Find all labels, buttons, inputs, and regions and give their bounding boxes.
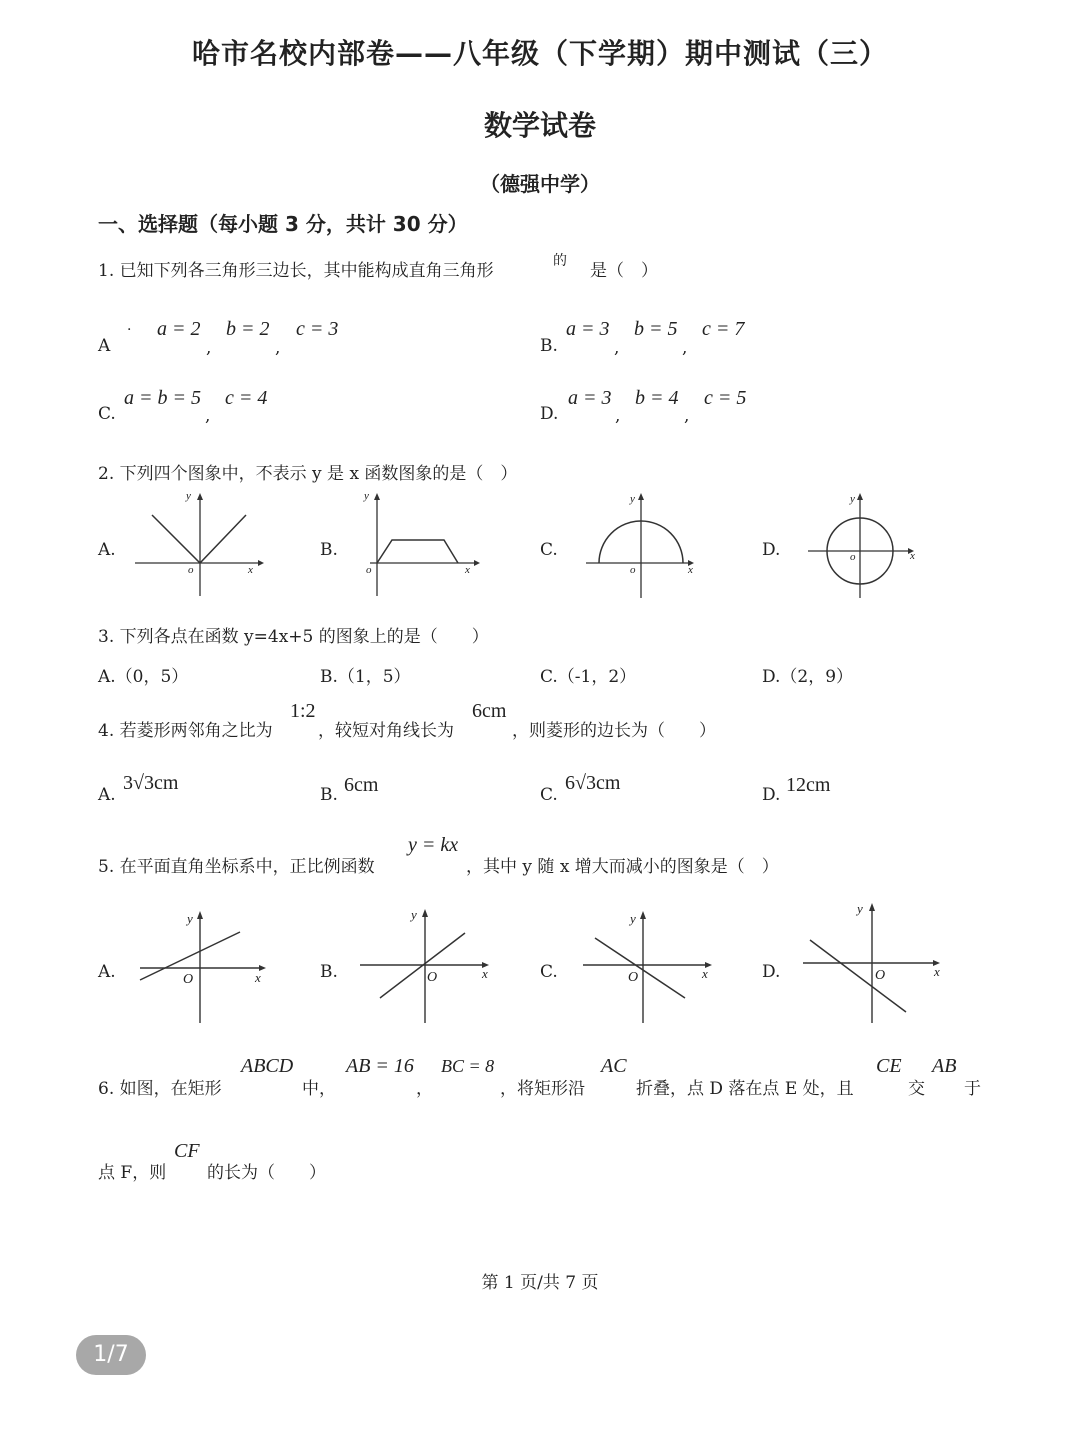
q2-stem: 2. 下列四个图象中，不表示 y 是 x 函数图象的是（ ）: [98, 464, 518, 484]
q5-graph-d: [800, 895, 950, 1030]
school-name: （德强中学）: [480, 172, 600, 196]
q5-option-d-label: D.: [762, 962, 781, 982]
y-axis-arrow-icon: [197, 493, 203, 500]
y-axis-label: y: [850, 493, 855, 505]
q2-graph-b: [352, 488, 492, 600]
q6-cf: CF: [174, 1140, 200, 1162]
y-axis-label: y: [857, 901, 863, 916]
x-axis-label: x: [910, 550, 915, 562]
q3-option-b: B.（1，5）: [320, 667, 411, 687]
x-axis-label: x: [482, 966, 488, 981]
y-axis-label: y: [630, 493, 635, 505]
y-axis-label: y: [186, 490, 191, 502]
q1-a-comma-1: ,: [206, 338, 212, 358]
q4-option-a-value: 3√3cm: [123, 772, 179, 794]
q5-option-c-label: C.: [540, 962, 558, 982]
q1-stem-de: 的: [553, 253, 567, 269]
q2-option-b-label: B.: [320, 540, 338, 560]
q5-option-b-label: B.: [320, 962, 338, 982]
q6-bc-length: BC = 8: [441, 1056, 495, 1076]
q6-stem-e: 交: [908, 1079, 925, 1099]
x-axis-label: x: [465, 564, 470, 576]
x-axis-label: x: [688, 564, 693, 576]
q4-stem-a: 4. 若菱形两邻角之比为: [98, 721, 273, 741]
q2-graph-c: [574, 488, 714, 600]
q1-b-side-a: a = 3: [566, 318, 610, 340]
q1-b-side-c: c = 7: [702, 318, 745, 340]
q3-option-c: C.（-1，2）: [540, 667, 637, 687]
q4-option-b-label: B.: [320, 785, 338, 805]
page-indicator[interactable]: 1/7: [76, 1335, 146, 1375]
q1-d-comma-2: ,: [684, 406, 690, 426]
origin-label: O: [875, 968, 886, 983]
x-axis-arrow-icon: [258, 560, 264, 566]
q1-c-side-c: c = 4: [225, 387, 268, 409]
q1-a-side-b: b = 2: [226, 318, 270, 340]
y-axis-arrow-icon: [638, 493, 644, 500]
x-axis-label: x: [934, 964, 940, 979]
exam-title: 哈市名校内部卷——八年级（下学期）期中测试（三）: [191, 37, 888, 70]
q2-option-d-label: D.: [762, 540, 781, 560]
q1-d-side-c: c = 5: [704, 387, 747, 409]
q5-stem-a: 5. 在平面直角坐标系中，正比例函数: [98, 857, 375, 877]
q1-d-side-a: a = 3: [568, 387, 612, 409]
q1-b-comma-2: ,: [682, 338, 688, 358]
page-footer: 第 1 页/共 7 页: [481, 1273, 599, 1293]
y-axis-arrow-icon: [374, 493, 380, 500]
q4-option-b-value: 6cm: [344, 774, 379, 796]
q6-ac: AC: [601, 1055, 627, 1077]
q6-stem-d: 折叠，点 D 落在点 E 处，且: [636, 1079, 854, 1099]
q1-a-side-a: a = 2: [157, 318, 201, 340]
origin-label: O: [183, 972, 194, 987]
q4-option-c-label: C.: [540, 785, 558, 805]
q4-option-d-label: D.: [762, 785, 781, 805]
q1-c-side-ab: a = b = 5: [124, 387, 201, 409]
q2-option-a-label: A.: [98, 540, 116, 560]
origin-label: o: [630, 564, 636, 576]
q4-length: 6cm: [472, 700, 507, 722]
q2-option-c-label: C.: [540, 540, 558, 560]
q1-a-comma-2: ,: [275, 338, 281, 358]
q3-option-d: D.（2，9）: [762, 667, 854, 687]
q1-option-a-dot: ·: [127, 322, 132, 338]
y-axis-label: y: [187, 911, 193, 926]
origin-label: O: [628, 970, 639, 985]
q1-c-comma: ,: [205, 406, 211, 426]
q6-rect-name: ABCD: [241, 1055, 294, 1077]
y-axis-arrow-icon: [640, 911, 646, 919]
section-heading: 一、选择题（每小题 3 分，共计 30 分）: [98, 212, 468, 236]
q6-stem-f: 于: [964, 1079, 981, 1099]
q2-graph-d: [800, 488, 940, 600]
q4-stem-b: ，较短对角线长为: [318, 721, 454, 741]
q4-option-a-label: A.: [98, 785, 116, 805]
y-axis-arrow-icon: [422, 909, 428, 917]
origin-label: o: [188, 564, 194, 576]
q1-b-comma-1: ,: [614, 338, 620, 358]
q1-b-side-b: b = 5: [634, 318, 678, 340]
q6-stem-a: 6. 如图，在矩形: [98, 1079, 222, 1099]
q4-option-d-value: 12cm: [786, 774, 831, 796]
q1-option-a-label: A: [98, 336, 111, 356]
x-axis-label: x: [248, 564, 253, 576]
graph-line: [810, 940, 906, 1012]
q5-graph-c: [578, 905, 723, 1030]
q1-option-b-label: B.: [540, 336, 558, 356]
y-axis-arrow-icon: [869, 903, 875, 911]
y-axis-label: y: [411, 907, 417, 922]
q1-stem-end: 是（ ）: [590, 261, 658, 281]
y-axis-label: y: [630, 911, 636, 926]
q6-stem-b: 中，: [302, 1079, 336, 1099]
v-curve: [152, 515, 246, 563]
q1-option-c-label: C.: [98, 404, 116, 424]
q1-a-side-c: c = 3: [296, 318, 339, 340]
origin-label: o: [366, 564, 372, 576]
x-axis-label: x: [702, 966, 708, 981]
q4-option-c-value: 6√3cm: [565, 772, 621, 794]
q4-stem-c: ，则菱形的边长为（ ）: [512, 721, 716, 741]
q1-d-comma-1: ,: [615, 406, 621, 426]
trapezoid-curve: [377, 540, 458, 563]
y-axis-label: y: [364, 490, 369, 502]
origin-label: o: [850, 551, 856, 563]
x-axis-arrow-icon: [474, 560, 480, 566]
q5-stem-b: ，其中 y 随 x 增大而减小的图象是（ ）: [466, 857, 779, 877]
q5-option-a-label: A.: [98, 962, 116, 982]
q4-ratio: 1:2: [290, 700, 316, 722]
q6-ab-length: AB = 16: [346, 1055, 414, 1077]
q1-d-side-b: b = 4: [635, 387, 679, 409]
q6-comma: ，: [416, 1079, 433, 1099]
q5-graph-a: [135, 905, 275, 1030]
q6-ab: AB: [932, 1055, 957, 1077]
q3-stem: 3. 下列各点在函数 y=4x+5 的图象上的是（ ）: [98, 627, 489, 647]
q6-line2-a: 点 F，则: [98, 1163, 167, 1183]
y-axis-arrow-icon: [197, 911, 203, 919]
q5-graph-b: [355, 905, 500, 1030]
y-axis-arrow-icon: [857, 493, 863, 500]
q6-line2-b: 的长为（ ）: [207, 1163, 326, 1183]
q1-stem: 1. 已知下列各三角形三边长，其中能构成直角三角形: [98, 261, 494, 281]
graph-line: [595, 938, 685, 998]
subject-title: 数学试卷: [483, 109, 596, 142]
origin-label: O: [427, 970, 438, 985]
q2-graph-a: [130, 488, 270, 600]
q1-option-d-label: D.: [540, 404, 559, 424]
q6-stem-c: ，将矩形沿: [500, 1079, 585, 1099]
q6-ce: CE: [876, 1055, 902, 1077]
q3-option-a: A.（0，5）: [98, 667, 189, 687]
x-axis-label: x: [255, 970, 261, 985]
q5-function: y = kx: [408, 834, 459, 856]
